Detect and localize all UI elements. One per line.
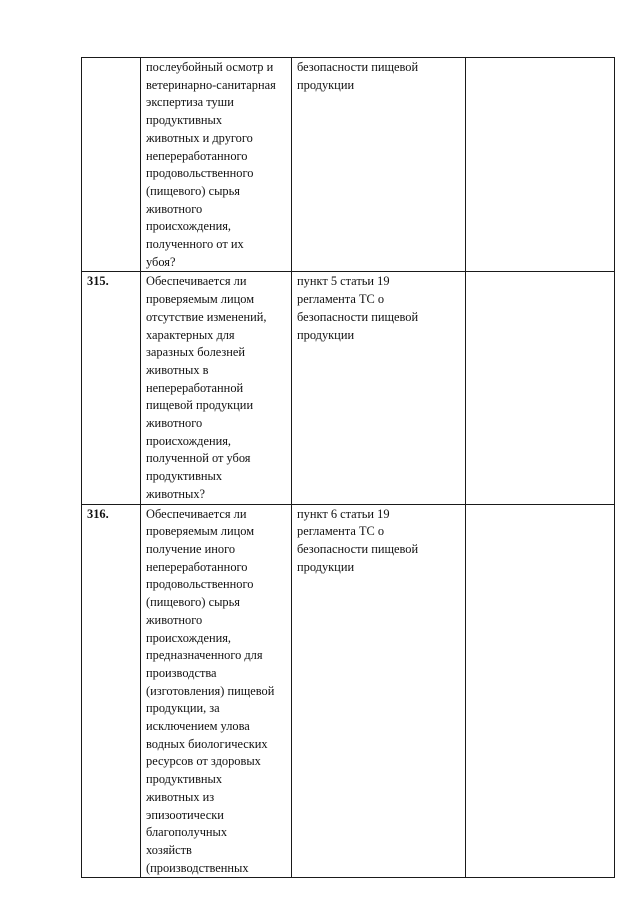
table-row — [82, 504, 615, 878]
table-row — [82, 58, 615, 272]
question-text: послеубойный осмотр и ветеринарно-санитарная экспертиза туши продуктивных животных и другого непереработанного продовольственного (пищевого) сырья животного происхождения, полученного от их убоя? — [146, 60, 276, 269]
extra-cell — [466, 58, 615, 272]
row-number-cell: 315. — [82, 272, 141, 504]
question-cell — [141, 504, 292, 878]
question-text: Обеспечивается ли проверяемым лицом получение иного непереработанного продовольственного (пищевого) сырья животного происхождения, предназначенного для производства (изготовления) пищевой продукции, за исключением улова водных биологических ресурсов от здоровых продуктивных животных из эпизоотически благополучных хозяйств (производственных — [146, 506, 275, 875]
row-number-cell — [82, 58, 141, 272]
reference-cell — [292, 272, 466, 504]
reference-cell — [292, 58, 466, 272]
question-text: Обеспечивается ли проверяемым лицом отсутствие изменений, характерных для заразных болезней животных в непереработанной пищевой продукции животного происхождения, полученной от убоя продуктивных животных? — [146, 274, 267, 501]
reference-text: пункт 6 статьи 19 регламента ТС о безопасности пищевой продукции — [297, 506, 419, 574]
extra-cell — [466, 272, 615, 504]
question-cell — [141, 58, 292, 272]
table-row — [82, 272, 615, 504]
checklist-table — [81, 57, 615, 878]
row-number-cell: 316. — [82, 504, 141, 878]
reference-text: безопасности пищевой продукции — [297, 60, 419, 92]
extra-cell — [466, 504, 615, 878]
reference-text: пункт 5 статьи 19 регламента ТС о безопасности пищевой продукции — [297, 274, 419, 342]
question-cell — [141, 272, 292, 504]
reference-cell — [292, 504, 466, 878]
